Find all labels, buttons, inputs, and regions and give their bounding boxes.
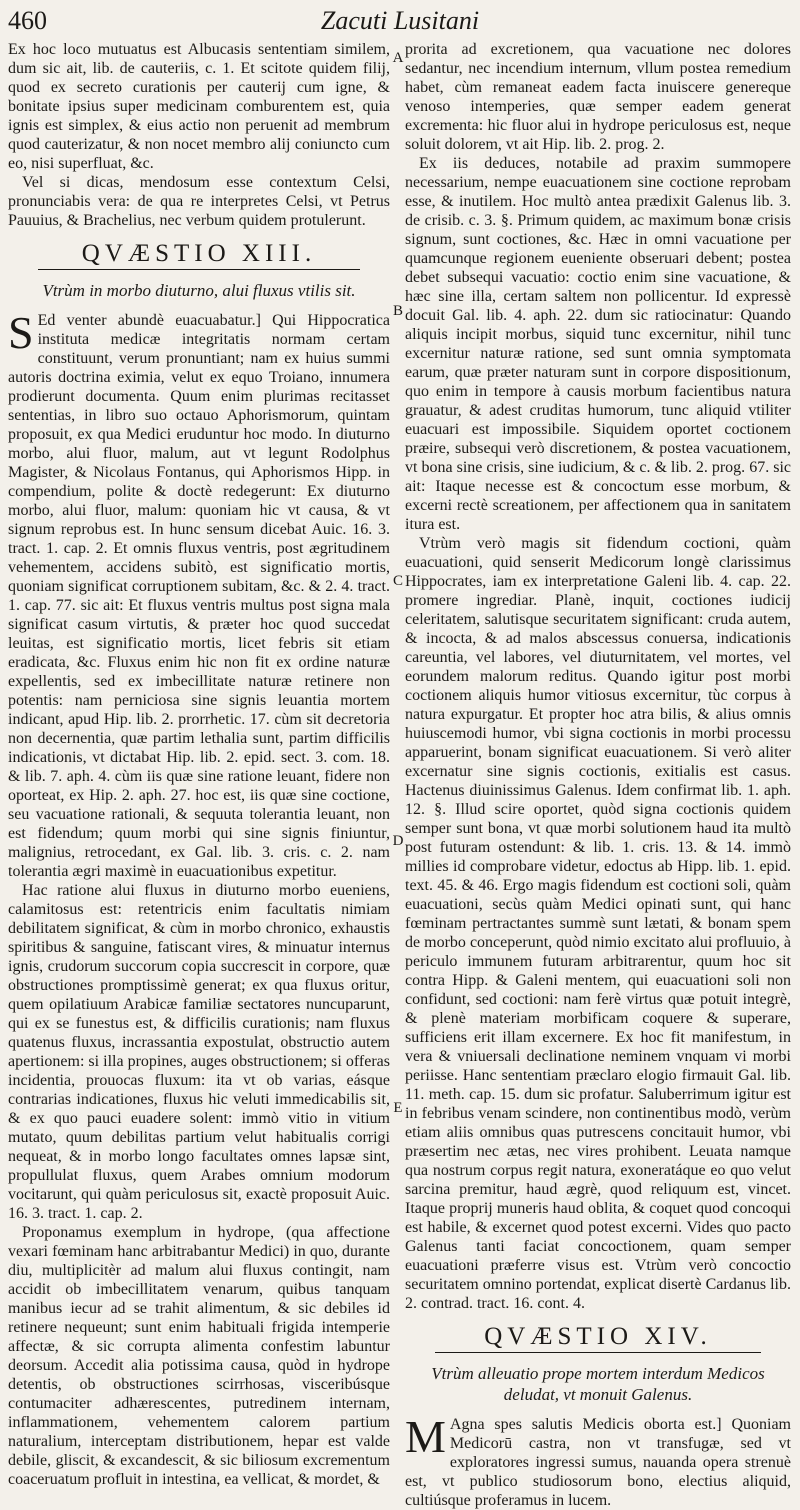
question-title: QVÆSTIO XIV. (484, 1323, 712, 1350)
right-column (405, 40, 791, 1509)
question-subtitle: Vtrùm alleuatio prope mortem interdum Medicos deludat, vt monuit Galenus. (431, 1364, 765, 1404)
body-paragraph: Ex iis deduces, notabile ad praxim summopere necessarium, nempe euacuationem sine coctione reprobam esse, & inutilem. Hoc multò antea prædixit Galenus lib. 3. de crisib. c. 3. §. Primum quidem, ac maximum bonæ crisis signum, sunt coctiones, &c. Hæc in omni vacuatione per quamcunque regionem eueniente obseruari debent; postea debet subsequi vacuatio: coctio enim sine vacuatione, & hæc sine illa, certam saltem non pollicentur. Id expressè docuit Gal. lib. 4. aph. 22. dum sic ratiocinatur: Quando aliquis incipit morbus, siquid tunc excernitur, nihil tunc excernitur naturæ ratione, sed sunt omnia symptomata earum, quæ præter naturam sunt in corpore dispositionum, quo enim in tempore à causis morbum facientibus natura grauatur, & adest cruditas humorum, tunc aliquid vtiliter euacuari est impossibile. Siquidem oportet coctionem præire, subsequi verò discretionem, & postea vacuationem, vt bona sine crisis, sine iudicium, & c. & lib. 2. prog. 67. sic ait: Itaque necesse est & concoctum esse morbum, & excerni rectè screationem, per affectionem qua in sanitatem itura est. (405, 155, 791, 533)
page-number: 460 (8, 6, 47, 35)
title-rule (38, 269, 360, 270)
page-header (8, 6, 792, 40)
title-rule (435, 1352, 761, 1353)
margin-letter: B (392, 303, 403, 319)
margin-letter: A (392, 50, 404, 66)
margin-letter: E (393, 1100, 403, 1116)
body-paragraph: prorita ad excretionem, qua vacuatione nec dolores sedantur, nec incendium internum, vllum postea remedium habet, cùm remaneat eadem facta inuiscere genereque venoso intemperies, quæ semper eadem generat excrementa: hic fluor alui in hydrope periculosus est, neque soluit dolorem, vt ait Hip. lib. 2. prog. 2. (405, 41, 791, 153)
body-paragraph: Hac ratione alui fluxus in diuturno morbo eueniens, calamitosus est: retentricis enim facultatis nimiam debilitatem significat, & cùm in morbo chronico, exhaustis spiritibus & sanguine, fatiscant vires, & minuatur internus ignis, crudorum succorum copia succrescit in corpore, quæ obstructiones promptissimè generat; ex qua fluxus oritur, quem opilatiuum Arabicæ familiæ sectatores nuncuparunt, qui ex se funestus est, & difficilis curationis; nam fluxus quatenus fluxus, incrassantia expostulat, obstructio autem apertionem: si illa propines, auges obstructionem; si offeras incidentia, prouocas fluxum: ita vt ob varias, eásque contrarias indicationes, fluxus hic veluti immedicabilis sit, & ex quo pauci euadere solent: immò vitio in vitium mutato, quum debilitas partium velut habitualis corrigi nequeat, & in morbo longo facultates omnes lapsæ sint, propullulat fluxus, quem Arabes omnium modorum vocitarunt, qui quàm periculosus sit, exactè proposuit Auic. 16. 3. tract. 1. cap. 2. (8, 882, 390, 1222)
drop-cap: M (405, 1411, 446, 1462)
margin-letter: C (392, 573, 403, 589)
question-subtitle: Vtrùm in morbo diuturno, alui fluxus vtilis sit. (42, 281, 356, 300)
intro-paragraph: Ex hoc loco mutuatus est Albucasis sententiam similem, dum sic ait, lib. de cauteriis, c. 1. Et scitote quidem filij, quod ex secreto curationis per cauterij cum igne, & bonitate ipsius super medicinam comburentem est, quia ignis est simplex, & eius actio non peruenit ad membrum quod cauterizatur, & non nocet membro alij coniuncto cum eo, nisi superfluat, &c. (8, 41, 390, 172)
body-paragraph: Vtrùm verò magis sit fidendum coctioni, quàm euacuationi, quid senserit Medicorum longè clarissimus Hippocrates, iam ex interpretatione Galeni lib. 4. cap. 22. promere ingrediar. Planè, inquit, coctiones iudicij celeritatem, salutisque securitatem significant: cruda autem, & incocta, & ad malos abscessus conuersa, indicationis careuntia, vel labores, vel diuturnitatem, vel mortes, vel eorundem malorum reditus. Quando igitur post morbi coctionem aliquis humor vitiosus excernitur, tùc corpus à natura expurgatur. Et propter hoc atra bilis, & alius omnis huiuscemodi humor, vbi signa coctionis in morbi processu apparuerint, bonam significat euacuationem. Si verò aliter excernatur sine signis coctionis, exitialis est casus. Hactenus diuinissimus Galenus. Idem confirmat lib. 1. aph. 12. §. Illud scire oportet, quòd signa coctionis quidem semper sunt bona, vt quæ morbi solutionem haud ita multò post futuram ostendunt: & lib. 1. cris. 13. & 14. immò millies id comprobare videtur, edoctus ab Hipp. lib. 1. epid. text. 45. & 46. Ergo magis fidendum est coctioni soli, quàm euacuationi, secùs quàm Medici opinati sunt, qui hanc fœminam pertractantes summè sunt lætati, & bonam spem de morbo conceperunt, quòd nimio excitato alui profluuio, à periculo immunem futuram arbitrarentur, quum hoc sit contra Hipp. & Galeni mentem, qui euacuationi soli non confidunt, sed coctioni: nam ferè virtus quæ potuit integrè, & plenè materiam morbificam coquere & superare, sufficiens erit illam excernere. Ex hoc fit manifestum, in vera & vniuersali declinatione neminem vnquam vi morbi periisse. Hanc sententiam præclaro elogio firmauit Gal. lib. 11. meth. cap. 15. dum sic profatur. Saluberrimum igitur est in febribus venam scindere, non continentibus modò, verùm etiam aliis omnibus quas putrescens concitauit humor, vbi præsertim nec ætas, nec vires prohibent. Leuata namque qua nostrum corpus regit natura, exoneratáque eo quo velut sarcina premitur, haud ægrè, quod reliquum est, vincet. Itaque proprij muneris haud oblita, & coquet quod concoqui est habile, & excernet quod potest excerni. Vides quo pacto Galenus tanti faciat concoctionem, quam semper euacuationi præferre visus est. Vtrùm verò concoctio securitatem omnino portendat, explicat disertè Cardanus lib. 2. contrad. tract. 16. cont. 4. (405, 535, 791, 1312)
intro-paragraph: Vel si dicas, mendosum esse contextum Celsi, pronunciabis vera: de qua re interpretes Celsi, vt Petrus Pauuius, & Brachelius, nec verbum quidem protulerunt. (8, 174, 390, 229)
body-paragraph: Proponamus exemplum in hydrope, (qua affectione vexari fœminam hanc arbitrabantur Medici) in quo, durante diu, multiplicitèr ad malum alui fluxus contingit, nam accidit ob imbecillitatem venarum, quibus tanquam manibus iecur ad se trahit alimentum, & sic debiles id retinere nequeunt; sunt enim habituali frigida intemperie affectæ, & sic corrupta alimenta confestim labuntur deorsum. Accedit alia potissima causa, quòd in hydrope detentis, ob obstructiones scirrhosas, visceribúsque contumaciter adhærescentes, putredinem internam, inflammationem, vehementem calorem partium naturalium, interceptam distributionem, hepar est valde debile, gliscit, & excandescit, & sic biliosum excrementum coaceruatum profluit in intestina, ea vellicat, & mordet, & (8, 1224, 390, 1488)
body-text: Agna spes salutis Medicis oborta est.] Quoniam Medicorū castra, non vt transfugæ, sed vt exploratores ingressi sumus, nauanda opera strenuè est, vt publico studiosorum bono, electius aliquid, cultiúsque proferamus in lucem. (405, 1416, 791, 1509)
drop-cap: S (8, 307, 34, 358)
body-text: Ed venter abundè euacuabatur.] Qui Hippocratica instituta medicæ integritatis normam certam constituunt, verum pronuntiant; nam ex huius summi autoris doctrina eximia, velut ex equo Troiano, innumera prodierunt documenta. Quum enim plurimas recitasset sententias, in libro suo octauo Aphorismorum, quintam proposuit, ex qua Medici eruduntur hoc modo. In diuturno morbo, alui fluor, malum, aut vt legunt Rodolphus Magister, & Nicolaus Fontanus, qui Aphorismos Hipp. in compendium, polite & doctè redegerunt: Ex diuturno morbo, alui fluor, malum: quoniam hic vt causa, & vt signum reprobus est. In hunc sensum dicebat Auic. 16. 3. tract. 1. cap. 2. Et omnis fluxus ventris, post ægritudinem vehementem, accidens subitò, est significatio mortis, quoniam significat corruptionem subitam, &c. & 2. 4. tract. 1. cap. 77. sic ait: Et fluxus ventris multus post signa mala significat casum virtutis, & præter hoc quod succedat leuitas, est significatio mortis, licet febris sit etiam eradicata, &c. Fluxus enim hic non fit ex ordine naturæ expellentis, sed ex imbecillitate naturæ retinere non potentis: nam perniciosa sine signis leuantia mortem indicant, apud Hip. lib. 2. prorrhetic. 17. cùm sit decretoria non decernentia, quæ partim lethalia sunt, partim difficilis indicationis, vt dictabat Hip. lib. 2. epid. sect. 3. com. 18. & lib. 7. aph. 4. cùm iis quæ sine ratione leuant, fidere non oporteat, ex Hip. 2. aph. 27. hoc est, iis quæ sine coctione, seu vacuatione rationali, & sequuta tolerantia leuant, non est fidendum; quum morbi qui sine signis finiuntur, malignius, retrocedant, ex Gal. lib. 3. cris. c. 2. nam tolerantia ægri maximè in euacuationibus expetitur. (8, 312, 390, 880)
left-column (8, 40, 390, 1488)
margin-letter: D (392, 833, 404, 849)
question-title: QVÆSTIO XIII. (81, 240, 317, 267)
body-paragraph (8, 307, 390, 881)
running-head: Zacuti Lusitani (320, 6, 480, 35)
body-paragraph (405, 1411, 791, 1510)
